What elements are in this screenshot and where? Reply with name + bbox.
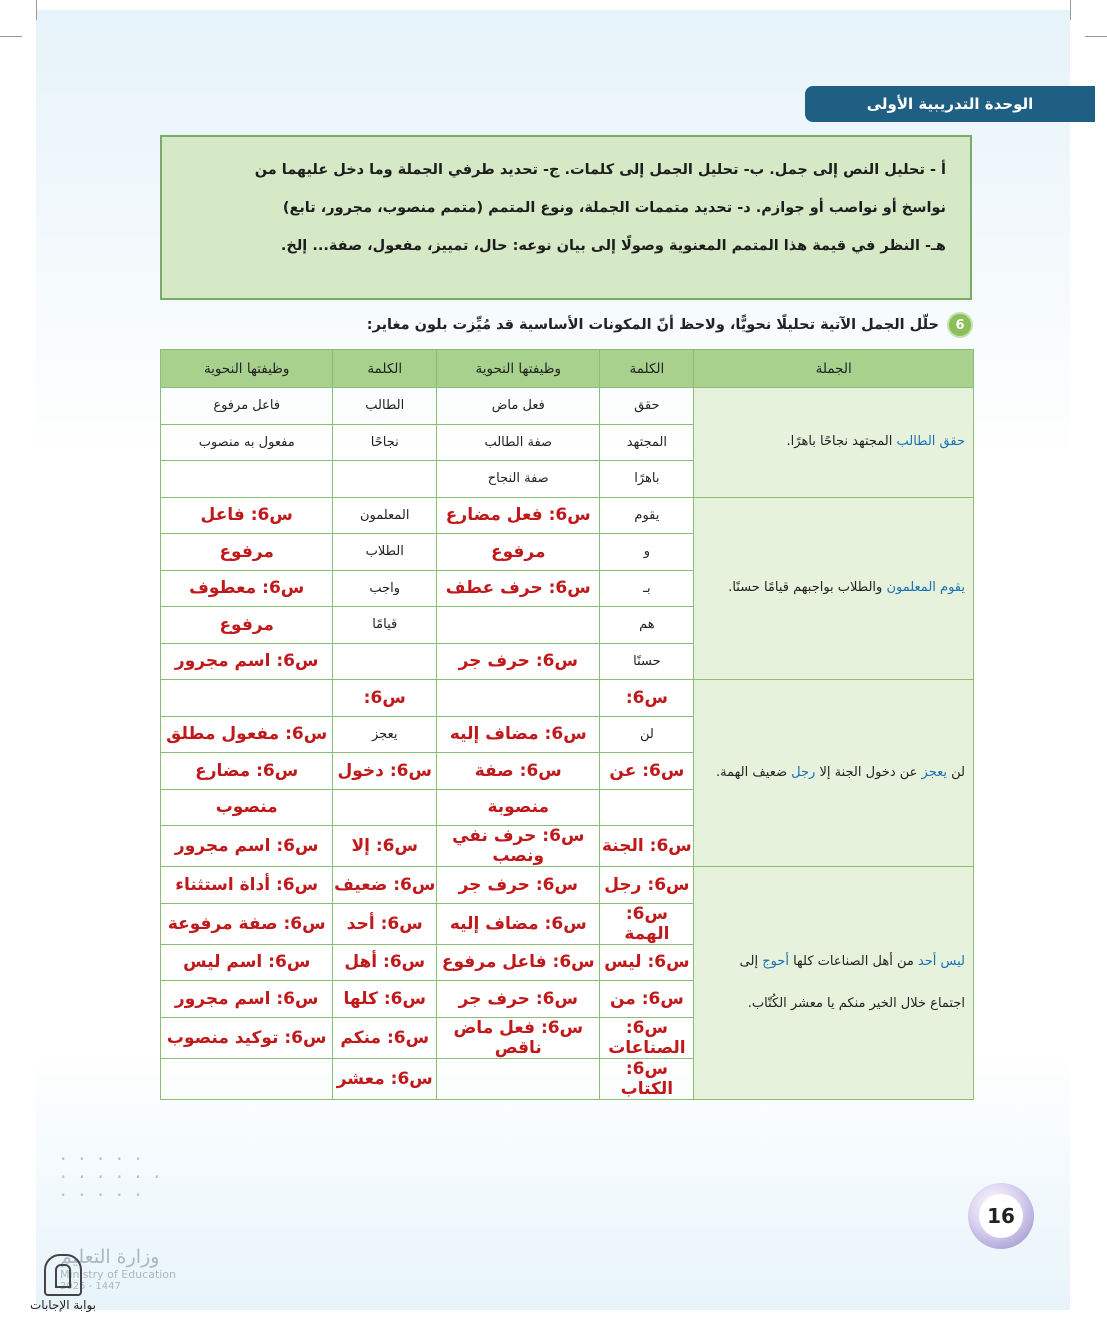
analysis-table: [160, 349, 974, 1100]
word-cell: س6: أحد: [333, 903, 437, 944]
sentence-cell: [694, 497, 974, 680]
word-cell: واجب: [333, 570, 437, 607]
function-cell: س6: مفعول مطلق: [161, 716, 333, 753]
question-text: حلّل الجمل الآتية تحليلًا نحويًّا، ولاحظ أنّ المكونات الأساسية قد مُيِّزت بلون مغاير:: [366, 317, 939, 333]
function-cell: منصوب: [161, 789, 333, 826]
function-cell: س6: صفة مرفوعة: [161, 903, 333, 944]
function-cell: منصوبة: [437, 789, 600, 826]
word-cell: س6: رجل: [600, 867, 694, 904]
sentence-text: ضعيف الهمة.: [716, 765, 792, 780]
word-cell: المعلمون: [333, 497, 437, 534]
function-cell: مرفوع: [161, 607, 333, 644]
word-cell: س6: الهمة: [600, 903, 694, 944]
crop-mark: [1070, 0, 1071, 20]
word-cell: يعجز: [333, 716, 437, 753]
portal-name: بوابة الإجابات: [30, 1298, 97, 1312]
word-cell: س6: كلها: [333, 981, 437, 1018]
core-component: ليس أحد: [917, 953, 965, 969]
function-cell: س6: مضاف إليه: [437, 903, 600, 944]
table-header-row: [161, 350, 974, 388]
table-row: [161, 867, 974, 904]
function-cell: س6: توكيد منصوب: [161, 1017, 333, 1058]
word-cell: س6: ليس: [600, 944, 694, 981]
page-number: 16: [979, 1194, 1023, 1238]
function-cell: [161, 1058, 333, 1099]
sentence-text: لن: [947, 765, 965, 780]
word-cell: س6: الصناعات: [600, 1017, 694, 1058]
header-word: الكلمة: [333, 350, 437, 388]
table-row: [161, 388, 974, 425]
word-cell: الطلاب: [333, 534, 437, 571]
function-cell: س6: حرف عطف: [437, 570, 600, 607]
function-cell: س6: فعل ماض ناقص: [437, 1017, 600, 1058]
core-component: رجل: [791, 765, 816, 780]
word-cell: س6:: [333, 680, 437, 717]
header-function: وظيفتها النحوية: [437, 350, 600, 388]
sentence-cell: [694, 867, 974, 1100]
function-cell: س6: اسم مجرور: [161, 826, 333, 867]
function-cell: [161, 461, 333, 498]
word-cell: لن: [600, 716, 694, 753]
word-cell: س6: إلا: [333, 826, 437, 867]
instruction-line: هـ- النظر في قيمة هذا المتمم المعنوية وصولًا إلى بيان نوعه: حال، تمييز، مفعول، صفة... إلخ.: [280, 238, 946, 254]
word-cell: س6:: [600, 680, 694, 717]
word-cell: س6: الجنة: [600, 826, 694, 867]
core-component: يقوم المعلمون: [886, 580, 965, 596]
function-cell: س6: حرف نفي ونصب: [437, 826, 600, 867]
function-cell: مرفوع: [161, 534, 333, 571]
question-number: 6: [947, 312, 973, 338]
function-cell: فاعل مرفوع: [161, 388, 333, 425]
word-cell: س6: ضعيف: [333, 867, 437, 904]
word-cell: و: [600, 534, 694, 571]
word-cell: باهرًا: [600, 461, 694, 498]
function-cell: س6: فاعل مرفوع: [437, 944, 600, 981]
header-function: وظيفتها النحوية: [161, 350, 333, 388]
word-cell: نجاحًا: [333, 424, 437, 461]
word-cell: [600, 789, 694, 826]
sentence-cell: [694, 388, 974, 498]
word-cell: [333, 789, 437, 826]
function-cell: [161, 680, 333, 717]
word-cell: س6: عن: [600, 753, 694, 790]
word-cell: حسنًا: [600, 643, 694, 680]
word-cell: قيامًا: [333, 607, 437, 644]
function-cell: س6: اسم مجرور: [161, 643, 333, 680]
sentence-text: عن دخول الجنة إلا: [815, 765, 922, 780]
function-cell: س6: حرف جر: [437, 643, 600, 680]
function-cell: س6: مضارع: [161, 753, 333, 790]
word-cell: المجتهد: [600, 424, 694, 461]
word-cell: س6: الكتاب: [600, 1058, 694, 1099]
core-component: يعجز: [921, 765, 947, 780]
answers-portal-logo: [30, 1254, 96, 1312]
sentence-text: والطلاب بواجبهم قيامًا حسنًا.: [728, 580, 887, 596]
word-cell: س6: من: [600, 981, 694, 1018]
crop-mark: [0, 36, 22, 37]
function-cell: س6: اسم ليس: [161, 944, 333, 981]
function-cell: س6: حرف جر: [437, 981, 600, 1018]
function-cell: [437, 680, 600, 717]
crop-mark: [1085, 36, 1107, 37]
portal-icon: [44, 1254, 82, 1296]
function-cell: س6: صفة: [437, 753, 600, 790]
table-row: [161, 680, 974, 717]
ministry-name-en: Ministry of Education: [60, 1268, 177, 1281]
function-cell: صفة النجاح: [437, 461, 600, 498]
word-cell: [333, 461, 437, 498]
word-cell: س6: معشر: [333, 1058, 437, 1099]
header-word: الكلمة: [600, 350, 694, 388]
function-cell: س6: فعل مضارع: [437, 497, 600, 534]
ministry-logo-dots: · · · · · · · · · · · · · · · ·: [60, 1147, 163, 1207]
word-cell: س6: منكم: [333, 1017, 437, 1058]
function-cell: فعل ماض: [437, 388, 600, 425]
core-component: أحوج: [762, 953, 789, 969]
word-cell: بـ: [600, 570, 694, 607]
header-sentence: الجملة: [694, 350, 974, 388]
table-body: [161, 388, 974, 1100]
word-cell: حقق: [600, 388, 694, 425]
ministry-name-ar: وزارة التعليم: [60, 1246, 160, 1268]
crop-mark: [36, 0, 37, 20]
table-row: [161, 497, 974, 534]
function-cell: مرفوع: [437, 534, 600, 571]
instruction-line: أ - تحليل النص إلى جمل. ب- تحليل الجمل إلى كلمات. ج- تحديد طرفي الجملة وما دخل عليهما من: [254, 162, 946, 178]
word-cell: س6: أهل: [333, 944, 437, 981]
word-cell: الطالب: [333, 388, 437, 425]
instructions-box: [160, 135, 972, 300]
sentence-cell: [694, 680, 974, 867]
question-heading: [367, 312, 973, 338]
function-cell: س6: اسم مجرور: [161, 981, 333, 1018]
unit-title: الوحدة التدريبية الأولى: [805, 86, 1095, 122]
function-cell: [437, 1058, 600, 1099]
word-cell: [333, 643, 437, 680]
instruction-line: نواسخ أو نواصب أو جوازم. د- تحديد متممات الجملة، ونوع المتمم (متمم منصوب، مجرور، تابع): [282, 200, 946, 216]
sentence-text: المجتهد نجاحًا باهرًا.: [786, 434, 897, 450]
sentence-text: إلى اجتماع خلال الخير منكم يا معشر الكُتّاب.: [739, 953, 965, 1011]
word-cell: يقوم: [600, 497, 694, 534]
function-cell: س6: مضاف إليه: [437, 716, 600, 753]
page-number-badge: [968, 1183, 1034, 1249]
function-cell: س6: حرف جر: [437, 867, 600, 904]
function-cell: [437, 607, 600, 644]
function-cell: س6: فاعل: [161, 497, 333, 534]
ministry-year: 2025 - 1447: [60, 1281, 121, 1292]
core-component: حقق الطالب: [896, 434, 965, 450]
function-cell: صفة الطالب: [437, 424, 600, 461]
function-cell: س6: أداة استثناء: [161, 867, 333, 904]
word-cell: هم: [600, 607, 694, 644]
function-cell: مفعول به منصوب: [161, 424, 333, 461]
function-cell: س6: معطوف: [161, 570, 333, 607]
sentence-text: من أهل الصناعات كلها: [788, 953, 918, 969]
word-cell: س6: دخول: [333, 753, 437, 790]
